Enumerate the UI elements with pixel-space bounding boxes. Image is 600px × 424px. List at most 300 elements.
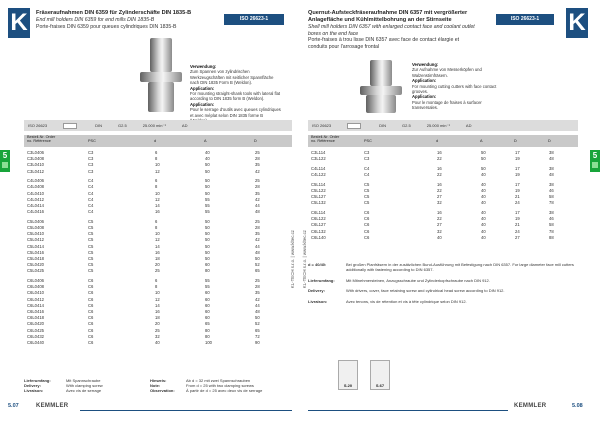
table-cell: 27: [437, 222, 442, 228]
table-cell: 40: [205, 156, 210, 162]
right-header-d1: D: [514, 139, 517, 143]
note-label: Hinweis:: [150, 378, 167, 383]
table-cell: 35: [255, 190, 260, 196]
table-cell: 22: [437, 156, 442, 162]
table-row: [308, 235, 578, 241]
table-cell: C5: [88, 218, 94, 224]
table-cell: 55: [205, 284, 210, 290]
table-cell: 12: [155, 237, 160, 243]
left-spec-icon: [63, 123, 77, 129]
table-cell: 10: [155, 231, 160, 237]
table-cell: C4L0410: [27, 190, 44, 196]
right-spec-rpm: 25.000 min⁻¹: [426, 123, 450, 128]
left-brand: KEMMLER: [36, 403, 69, 409]
table-cell: C5L0416: [27, 249, 44, 255]
table-cell: 55: [205, 209, 210, 215]
right-iso-badge: ISO 26623-1: [496, 14, 554, 25]
table-cell: 44: [255, 203, 260, 208]
right-usage-label-fr: Application:: [412, 94, 437, 100]
table-cell: 48: [255, 309, 260, 314]
table-cell: C4L114: [311, 165, 326, 171]
note-label: Lieferumfang:: [308, 278, 335, 283]
note-text: Mit Mitnehmersteinen, Anzugsschraube und Zylinderkopfschraube nach DIN 912.: [346, 278, 490, 283]
note-text: Bei großen Planfräsern in der zusätzlichen Bund-Ausführung mit Befestigung nach DIN 6357. For large diameter face mill cutters additionally with fastening according to DIN 6357.: [346, 262, 574, 273]
left-title-fr: Porte-fraises DIN 6359 pour queues cylindriques DIN 1835-B: [36, 23, 177, 30]
table-cell: 38: [549, 181, 554, 187]
table-cell: 40: [481, 234, 486, 240]
table-cell: 25: [255, 178, 260, 184]
table-row: [308, 200, 578, 206]
note-row: [308, 262, 578, 278]
table-cell: C3: [88, 162, 94, 168]
table-cell: C6L114: [311, 210, 326, 215]
table-cell: 25: [255, 150, 260, 155]
right-header-d: d: [436, 139, 439, 143]
table-cell: 40: [481, 222, 486, 228]
table-cell: 22: [437, 187, 442, 193]
table-cell: 42: [255, 296, 260, 302]
table-cell: 55: [205, 203, 210, 208]
table-cell: 50: [205, 249, 210, 255]
table-cell: C6L0418: [27, 315, 44, 321]
table-cell: 40: [481, 200, 486, 206]
right-usage-label-de: Verwendung:: [412, 62, 439, 67]
table-cell: 80: [205, 268, 210, 274]
note-label: Observation:: [150, 388, 175, 394]
note-label: Livraison:: [24, 388, 44, 394]
table-cell: 10: [155, 190, 160, 196]
left-usage-label-fr: Application:: [190, 101, 215, 107]
table-cell: 6: [155, 150, 158, 155]
table-cell: 80: [205, 333, 210, 339]
table-cell: 44: [255, 302, 260, 308]
left-spec-rpm: 25.000 min⁻¹: [142, 123, 166, 128]
table-cell: C6: [364, 222, 370, 228]
note-label: d = 40/40:: [308, 262, 327, 267]
table-cell: 55: [205, 278, 210, 284]
table-cell: 50: [205, 184, 210, 190]
left-header-order: Bestell-Nr. Order no. Référence: [27, 135, 56, 143]
left-holder-body-image: [148, 82, 174, 112]
table-cell: 25: [155, 268, 160, 274]
table-cell: 24: [515, 200, 520, 206]
table-cell: 8: [155, 225, 158, 231]
note-row: [308, 278, 578, 288]
table-cell: C6L0432: [27, 333, 44, 339]
table-cell: C6L0406: [27, 278, 44, 284]
right-spec-din: DIN: [379, 123, 387, 128]
table-cell: 24: [515, 228, 520, 234]
right-footer: [300, 396, 600, 416]
table-cell: C6: [88, 278, 94, 284]
table-cell: 14: [155, 243, 160, 249]
left-footer: [0, 396, 300, 416]
table-cell: C4L122: [311, 172, 326, 178]
table-cell: 17: [515, 210, 520, 215]
table-cell: C6L0408: [27, 284, 44, 290]
table-cell: C6: [88, 327, 94, 333]
table-cell: 40: [437, 234, 442, 240]
table-cell: 50: [205, 218, 210, 224]
table-cell: C3L0412: [27, 168, 44, 174]
table-cell: C5L0410: [27, 231, 44, 237]
table-cell: C5: [88, 268, 94, 274]
right-table-header: [308, 135, 578, 147]
table-cell: 50: [205, 256, 210, 261]
left-table-header: [24, 135, 292, 147]
table-cell: C6: [88, 333, 94, 339]
table-cell: C6: [364, 210, 370, 215]
left-footer-notes: [24, 378, 144, 394]
table-cell: 48: [255, 209, 260, 215]
right-holder-flange-image: [360, 86, 402, 95]
table-cell: 16: [155, 209, 160, 215]
table-cell: 46: [549, 216, 554, 222]
right-header-a: A: [480, 139, 483, 143]
table-cell: 19: [515, 156, 520, 162]
left-spec-ad: AD: [181, 123, 188, 128]
table-cell: 35: [255, 290, 260, 296]
table-cell: C5L127: [311, 194, 326, 200]
right-usage-text-en: For mounting cutting cutters with face contact grooves.: [412, 83, 497, 95]
right-holder-body-image: [366, 95, 396, 113]
table-cell: 42: [255, 168, 260, 174]
table-cell: 21: [515, 194, 520, 200]
table-row: [308, 172, 578, 178]
accessory-1-image: [338, 360, 358, 390]
table-cell: 16: [437, 150, 442, 155]
left-spec-bar: [24, 120, 292, 131]
table-cell: 100: [205, 339, 212, 345]
table-cell: C5: [88, 262, 94, 268]
right-notes: [308, 262, 578, 309]
table-cell: C6L0414: [27, 302, 44, 308]
table-cell: C4L0414: [27, 203, 44, 208]
table-cell: 22: [437, 172, 442, 178]
table-cell: 88: [549, 234, 554, 240]
table-cell: C6L0412: [27, 296, 44, 302]
note-label: Lieferumfang:: [24, 378, 51, 383]
table-cell: 16: [437, 181, 442, 187]
table-cell: C6L122: [311, 216, 326, 222]
right-spec-icon: [347, 123, 361, 129]
left-page-number: 5.07: [8, 403, 19, 409]
table-cell: 16: [155, 309, 160, 314]
left-header-dd: D: [254, 139, 257, 143]
table-cell: C5L114: [311, 181, 326, 187]
table-cell: 6: [155, 178, 158, 184]
table-cell: 50: [205, 237, 210, 243]
table-cell: 50: [255, 315, 260, 321]
table-cell: 50: [205, 162, 210, 168]
table-cell: C5: [364, 187, 370, 193]
table-cell: 28: [255, 184, 260, 190]
left-header-psc: PSC: [88, 139, 96, 143]
accessory-2-caption: S.67: [375, 383, 385, 388]
table-cell: 28: [255, 225, 260, 231]
table-cell: C5L122: [311, 187, 326, 193]
right-usage-label-en: Application:: [412, 78, 437, 84]
table-cell: C5: [364, 200, 370, 206]
table-cell: C5: [88, 256, 94, 261]
table-cell: C6L0416: [27, 309, 44, 314]
table-cell: 60: [205, 262, 210, 268]
accessory-1-caption: S.20: [343, 383, 353, 388]
left-holder-flange-image: [140, 72, 182, 82]
right-usage: [412, 62, 504, 111]
table-cell: 65: [205, 321, 210, 327]
table-cell: 17: [515, 165, 520, 171]
table-cell: 19: [515, 216, 520, 222]
table-cell: C3L0410: [27, 162, 44, 168]
table-cell: C6: [364, 234, 370, 240]
left-usage-text-en: For mounting straight-shank tools with lateral flat according to DIN 1835 form B (Weldon).: [190, 91, 281, 102]
left-usage-text-fr: Pour le serrage d'outils avec queues cylindriques et avec méplat selon DIN 1835 forme B: [190, 107, 281, 118]
table-cell: 10: [155, 162, 160, 168]
note-row: [308, 288, 578, 298]
accessory-2-image: [370, 360, 390, 390]
table-cell: C5L0412: [27, 237, 44, 243]
table-cell: C6L0425: [27, 327, 44, 333]
table-cell: 44: [255, 243, 260, 249]
note-row: [308, 299, 578, 309]
table-cell: C6: [88, 302, 94, 308]
table-cell: C4L0412: [27, 196, 44, 202]
table-cell: 52: [255, 262, 260, 268]
note-text: Ab d = 32 mit zwei Spannschrauben: [186, 378, 251, 383]
right-spec-bar: [308, 120, 578, 131]
group-spacer: [308, 241, 578, 245]
note-label: Note:: [150, 383, 161, 389]
table-cell: 50: [205, 243, 210, 249]
table-cell: 28: [255, 156, 260, 162]
table-cell: C5: [88, 249, 94, 255]
table-cell: 78: [549, 228, 554, 234]
table-cell: 40: [205, 150, 210, 155]
table-cell: 32: [155, 333, 160, 339]
table-cell: 65: [255, 268, 260, 274]
table-cell: 48: [549, 156, 554, 162]
table-cell: 65: [255, 327, 260, 333]
table-cell: 52: [255, 321, 260, 327]
table-cell: C5L132: [311, 200, 326, 206]
table-cell: C6L0410: [27, 290, 44, 296]
table-cell: C3L114: [311, 150, 326, 155]
right-footer-rule: [308, 410, 508, 411]
note-label: Livraison:: [308, 298, 328, 304]
holder-mini-icon: [2, 162, 8, 168]
table-row: [24, 340, 292, 346]
table-cell: 12: [155, 196, 160, 202]
table-cell: C5L0414: [27, 243, 44, 249]
table-row: [308, 156, 578, 162]
right-page: [300, 0, 600, 424]
table-cell: C4L0416: [27, 209, 44, 215]
right-spec-ad: AD: [465, 123, 472, 128]
table-cell: C6: [88, 309, 94, 314]
table-cell: C6: [88, 296, 94, 302]
table-cell: 38: [549, 150, 554, 155]
table-cell: 12: [155, 296, 160, 302]
table-cell: 25: [155, 327, 160, 333]
note-text: Mit Spannschraube: [66, 378, 101, 383]
left-header-a: A: [204, 139, 207, 143]
table-cell: C3: [88, 150, 94, 155]
table-cell: 32: [437, 228, 442, 234]
table-cell: C6: [88, 321, 94, 327]
table-cell: 25: [255, 218, 260, 224]
table-cell: C5L0408: [27, 225, 44, 231]
table-cell: 16: [437, 165, 442, 171]
left-vertical-url: KL-TECH s.r.o. | www.kltec.cz: [290, 230, 295, 289]
table-cell: 16: [437, 210, 442, 215]
table-cell: 42: [255, 196, 260, 202]
right-title-en: Shell mill holders DIN 6357 with enlarged contact face and coolant outlet bores on the end face: [308, 24, 475, 37]
left-holder-shank-image: [150, 38, 172, 72]
table-cell: 20: [155, 262, 160, 268]
table-cell: 35: [255, 162, 260, 168]
table-cell: C4: [88, 203, 94, 208]
table-cell: 8: [155, 284, 158, 290]
table-cell: 25: [255, 278, 260, 284]
table-cell: 18: [155, 256, 160, 261]
table-cell: C6: [88, 315, 94, 321]
table-cell: 22: [437, 216, 442, 222]
right-section-number: 5: [592, 151, 598, 160]
table-row: [24, 268, 292, 274]
table-cell: 19: [515, 172, 520, 178]
table-cell: 8: [155, 184, 158, 190]
left-spec-din: DIN: [95, 123, 103, 128]
table-cell: C4: [88, 190, 94, 196]
right-table-body: [308, 150, 578, 244]
right-holder-shank-image: [370, 60, 392, 86]
table-cell: C6: [88, 290, 94, 296]
left-usage-label-en: Application:: [190, 85, 215, 91]
table-cell: 50: [481, 150, 486, 155]
note-text: From d = 25 with two clamping screws: [186, 383, 254, 389]
table-cell: 42: [255, 237, 260, 243]
table-cell: C6L0440: [27, 339, 44, 345]
table-cell: 90: [255, 339, 260, 345]
table-cell: 40: [155, 339, 160, 345]
table-cell: 50: [205, 231, 210, 237]
table-cell: 6: [155, 278, 158, 284]
table-cell: C5: [88, 243, 94, 249]
table-cell: 50: [481, 165, 486, 171]
table-cell: C4: [88, 178, 94, 184]
table-cell: C3L0408: [27, 156, 44, 162]
table-cell: 50: [481, 156, 486, 162]
right-title-block: [308, 10, 478, 50]
table-cell: C5L0420: [27, 262, 44, 268]
right-usage-text-fr: Pour le montage de fraises à surfacer transversales.: [412, 99, 482, 111]
table-cell: C4: [364, 165, 370, 171]
right-header-d2: D: [548, 139, 551, 143]
table-cell: 19: [515, 187, 520, 193]
table-cell: C4: [88, 196, 94, 202]
table-cell: 20: [155, 321, 160, 327]
table-cell: 17: [515, 150, 520, 155]
table-cell: 58: [549, 194, 554, 200]
table-cell: 14: [155, 203, 160, 208]
table-cell: C4: [364, 172, 370, 178]
table-cell: 40: [481, 172, 486, 178]
right-spec-balance: G2.5: [402, 123, 411, 128]
table-cell: C5L0425: [27, 268, 44, 274]
table-cell: 50: [205, 190, 210, 196]
left-title-en: End mill holders DIN 6359 for end mills DIN 1835-B: [36, 17, 155, 23]
table-cell: C3: [88, 168, 94, 174]
table-cell: C6L132: [311, 228, 326, 234]
left-usage-text-de: Zum Spannen von zylindrischen Werkzeugschäften mit seitlicher Spannfläche nach DIN 1835 Form B (Weldon).: [190, 69, 274, 86]
table-cell: 50: [205, 225, 210, 231]
table-cell: 14: [155, 302, 160, 308]
table-cell: C5L0406: [27, 218, 44, 224]
table-cell: 50: [205, 168, 210, 174]
table-cell: C4: [88, 209, 94, 215]
table-cell: C5: [364, 181, 370, 187]
left-table-body: [24, 150, 292, 350]
left-title-de: Fräseraufnahmen DIN 6359 für Zylinderschäfte DIN 1835-B: [36, 10, 192, 16]
table-cell: C5L0418: [27, 256, 44, 261]
table-cell: 40: [481, 194, 486, 200]
table-cell: C6: [88, 284, 94, 290]
table-cell: 27: [437, 194, 442, 200]
table-cell: C6: [364, 216, 370, 222]
table-cell: 60: [205, 296, 210, 302]
table-cell: 6: [155, 218, 158, 224]
table-cell: 80: [205, 327, 210, 333]
table-cell: 48: [549, 172, 554, 178]
left-header-d: d: [154, 139, 157, 143]
table-cell: 58: [549, 222, 554, 228]
table-cell: C4L0408: [27, 184, 44, 190]
table-cell: 72: [255, 333, 260, 339]
left-usage-label-de: Verwendung:: [190, 64, 217, 69]
note-label: Delivery:: [24, 383, 41, 389]
table-cell: 16: [155, 249, 160, 255]
left-section-tab: [0, 150, 10, 172]
table-cell: 40: [481, 181, 486, 187]
table-cell: C4: [88, 184, 94, 190]
table-cell: 32: [437, 200, 442, 206]
table-cell: C6L140: [311, 234, 326, 240]
table-cell: C3L122: [311, 156, 326, 162]
table-cell: 12: [155, 168, 160, 174]
right-brand: KEMMLER: [514, 403, 547, 409]
left-section-number: 5: [2, 151, 8, 160]
note-text: À partir de d = 25 avec deux vis de serrage: [186, 388, 263, 394]
table-cell: C6L127: [311, 222, 326, 228]
table-cell: 48: [255, 249, 260, 255]
table-cell: 10: [155, 290, 160, 296]
table-cell: 60: [205, 315, 210, 321]
right-header-order: Bestell-Nr. Order no. Référence: [311, 135, 340, 143]
right-title-de: Quernut-Aufsteckfräseraufnahme DIN 6357 mit vergrößerter Anlagefläche und Kühlmittelbohrung an der Stirnseite: [308, 10, 468, 23]
table-cell: 38: [549, 165, 554, 171]
right-header-psc: PSC: [364, 139, 372, 143]
table-cell: C5: [88, 225, 94, 231]
note-text: Avec tenons, vis de rétention et vis à tête cylindrique selon DIN 912.: [346, 298, 467, 304]
group-spacer: [24, 346, 292, 350]
table-cell: C5: [88, 231, 94, 237]
table-cell: C3: [364, 156, 370, 162]
k-logo-icon: K: [8, 8, 30, 38]
holder-mini-icon: [592, 162, 598, 168]
table-cell: 28: [255, 284, 260, 290]
left-spec-balance: G2.5: [118, 123, 127, 128]
